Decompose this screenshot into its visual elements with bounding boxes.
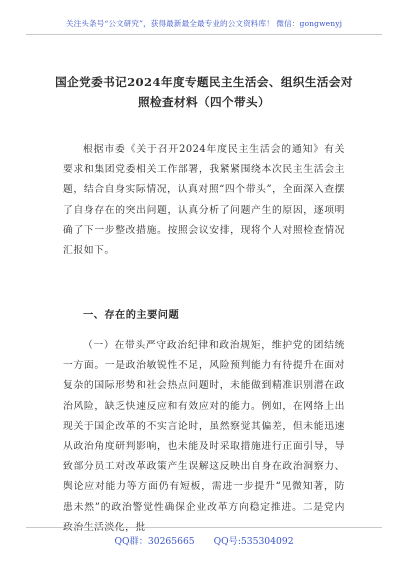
section-heading: 一、存在的主要问题 xyxy=(83,309,180,321)
footer-qq-group: QQ群：30265665 xyxy=(114,536,195,547)
footer-qq-number: QQ号:535304092 xyxy=(213,536,294,547)
section-body-paragraph: （一）在带头严守政治纪律和政治规矩，维护党的团结统一方面。一是政治敏锐性不足，风险预判能力有待提升在面对复杂的国际形势和社会热点问题时，未能做到精准识别潜在政治风险，缺乏快速反应和有效应对的能力。例如，在网络上出现关于国企改革的不实言论时，虽然察觉其偏差，但未能迅速从政治角度研判影响，也未能及时采取措施进行正面引导，导致部分员工对改革政策产生误解这反映出自身在政治洞察力、舆论应对能力等方面仍有短板，需进一步提升“见微知著，防患未然”的政治警觉性确保企业改革方向稳定推进。二是党内政治生活淡化，批 xyxy=(63,340,345,533)
footer-divider xyxy=(26,527,382,528)
document-title: 国企党委书记2024年度专题民主生活会、组织生活会对照检查材料（四个带头） xyxy=(55,75,353,109)
header-divider xyxy=(26,34,382,35)
intro-paragraph: 根据市委《关于召开2024年度民主生活会的通知》有关要求和集团党委相关工作部署，我紧紧围绕本次民主生活会主题，结合自身实际情况，认真对照“四个带头”，全面深入查摆了自身存在的突出问题，认真分析了问题产生的原因，逐项明确了下一步整改措施。按照会议安排，现将个人对照检查情况汇报如下。 xyxy=(63,144,345,257)
header-promo-text: 关注头条号“公文研究”，获得最新最全最专业的公文资料库！ 微信：gongwenyj xyxy=(65,19,343,28)
footer-contacts xyxy=(0,533,408,547)
